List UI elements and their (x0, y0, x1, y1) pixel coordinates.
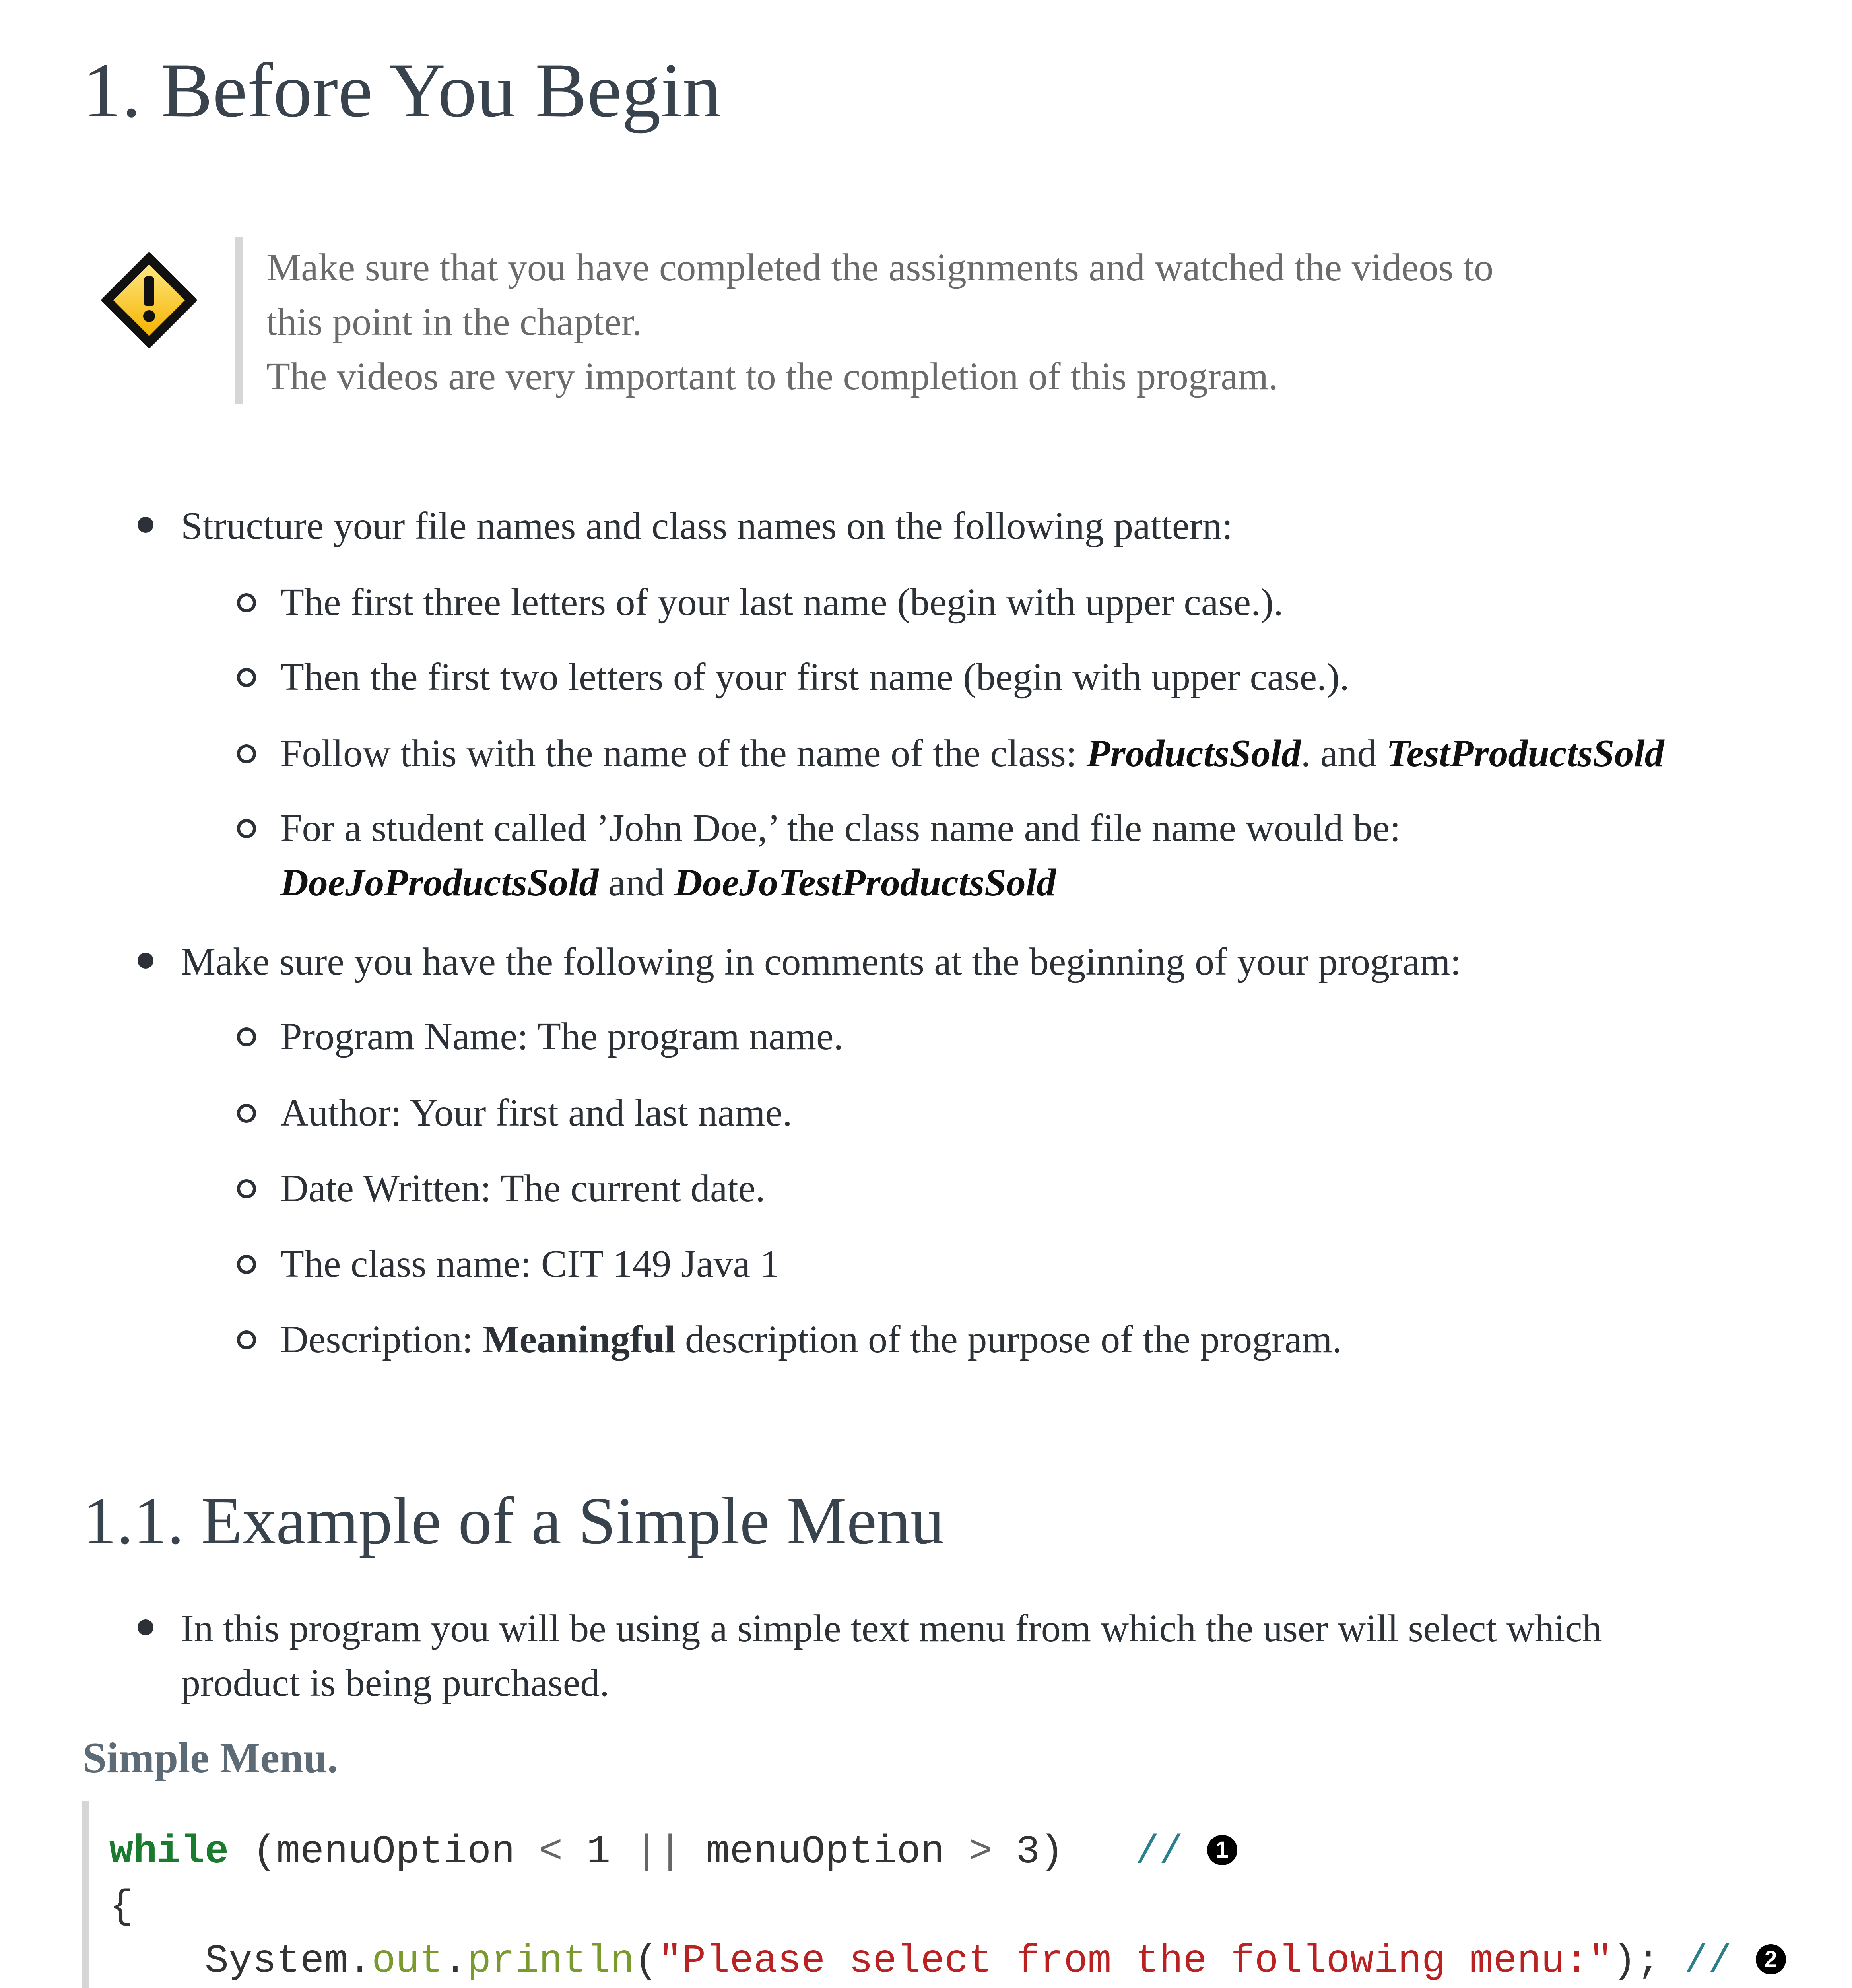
comment: // (1135, 1830, 1207, 1875)
code-text: 3) (992, 1830, 1136, 1875)
list-item: Author: Your first and last name. (280, 1091, 792, 1134)
code-text: 1 (563, 1830, 635, 1875)
admonition-bar (235, 237, 243, 404)
code-text: (menuOption (229, 1830, 539, 1875)
callout-1-icon: 1 (1207, 1835, 1237, 1865)
warning-icon (99, 250, 199, 350)
operator: || (634, 1830, 682, 1875)
class-name: TestProductsSold (1386, 732, 1664, 775)
text: description of the purpose of the program. (675, 1318, 1342, 1361)
file-name: DoeJoTestProductsSold (674, 861, 1056, 904)
list-item: Then the first two letters of your first name (begin with upper case.). (280, 656, 1349, 699)
sub-bullet (237, 819, 256, 838)
list-item-continued (280, 856, 1056, 910)
list-item-continued: product is being purchased. (181, 1662, 610, 1705)
sub-bullet (237, 1179, 256, 1198)
callout-2-icon: 2 (1756, 1944, 1786, 1974)
class-ref: System. (205, 1939, 372, 1984)
code-block (109, 1825, 1786, 1988)
list-item: The first three letters of your last name (begin with upper case.). (280, 581, 1283, 624)
section-heading: 1. Before You Begin (83, 47, 722, 134)
list-item: In this program you will be using a simple text menu from which the user will select which (181, 1607, 1602, 1650)
emphasis: Meaningful (482, 1318, 676, 1361)
keyword: while (109, 1830, 229, 1875)
bullet (138, 953, 153, 969)
list-item: Structure your file names and class names on the following pattern: (181, 505, 1233, 547)
text: Description: (280, 1318, 483, 1361)
sub-bullet (237, 1104, 256, 1123)
sub-bullet (237, 1027, 256, 1046)
sub-bullet (237, 1330, 256, 1349)
method: println (467, 1939, 635, 1984)
text: and (598, 861, 674, 904)
string: "Please select from the following menu:" (658, 1939, 1613, 1984)
text: . and (1301, 732, 1386, 775)
list-item: For a student called ’John Doe,’ the class name and file name would be: (280, 807, 1401, 850)
sub-bullet (237, 1255, 256, 1274)
listing-title: Simple Menu. (83, 1734, 338, 1782)
bullet (138, 1619, 153, 1635)
list-item: The class name: CIT 149 Java 1 (280, 1242, 780, 1285)
sub-bullet (237, 668, 256, 687)
list-item (280, 1312, 1342, 1367)
field: out (372, 1939, 444, 1984)
code-line: { (109, 1884, 134, 1930)
code-block-bar (82, 1801, 89, 1988)
list-item: Program Name: The program name. (280, 1015, 844, 1058)
operator: > (968, 1830, 992, 1875)
code-line: System.out.println("Please select from the following menu:"); // 2 (109, 1939, 1786, 1984)
comment: // (1684, 1939, 1756, 1984)
operator: < (539, 1830, 563, 1875)
sub-bullet (237, 593, 256, 612)
code-line (109, 1830, 1237, 1875)
subsection-heading: 1.1. Example of a Simple Menu (83, 1483, 945, 1558)
list-item: Date Written: The current date. (280, 1167, 765, 1210)
bullet (138, 517, 153, 533)
warning-line: this point in the chapter. (266, 301, 642, 344)
file-name: DoeJoProductsSold (280, 861, 599, 904)
list-item: Make sure you have the following in comments at the beginning of your program: (181, 940, 1461, 983)
sub-bullet (237, 744, 256, 763)
class-name: ProductsSold (1086, 732, 1301, 775)
text: Follow this with the name of the name of the class: (280, 732, 1087, 775)
warning-line: The videos are very important to the completion of this program. (266, 355, 1278, 398)
warning-text (266, 241, 1737, 404)
warning-line: Make sure that you have completed the assignments and watched the videos to (266, 246, 1494, 289)
code-text: menuOption (682, 1830, 969, 1875)
list-item (280, 726, 1664, 781)
